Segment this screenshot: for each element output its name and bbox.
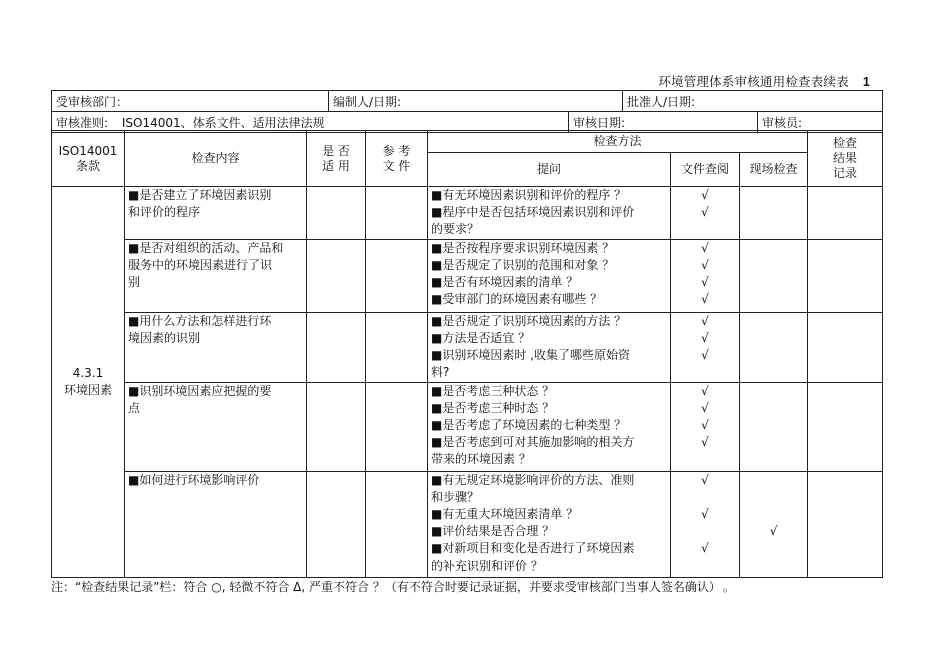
content-line: ■如何进行环境影响评价 bbox=[128, 472, 260, 487]
question-line: ■有无环境因素识别和评价的程序 ？ bbox=[431, 188, 627, 202]
check-mark bbox=[743, 506, 804, 523]
doc-review-cell bbox=[671, 187, 740, 240]
col-clause-header bbox=[52, 131, 125, 187]
preparer-field[interactable]: 编制人/日期: bbox=[329, 91, 623, 112]
audit-date-field[interactable]: 审核日期: bbox=[569, 112, 758, 132]
onsite-cell bbox=[740, 471, 808, 577]
content-cell bbox=[125, 187, 307, 240]
col-reference-line1: 参 考 bbox=[382, 143, 411, 158]
check-mark: √ bbox=[701, 292, 709, 307]
page-number: 1 bbox=[862, 75, 870, 89]
check-mark: √ bbox=[701, 313, 709, 328]
applicable-cell[interactable] bbox=[307, 239, 366, 312]
applicable-cell[interactable] bbox=[307, 382, 366, 471]
question-line: ■是否考虑到可对其施加影响的相关方 bbox=[431, 435, 635, 450]
check-mark: √ bbox=[701, 418, 709, 433]
applicable-cell[interactable] bbox=[307, 187, 366, 240]
check-mark: √ bbox=[701, 383, 709, 398]
col-question-header: 提问 bbox=[428, 153, 671, 187]
header-table bbox=[51, 90, 883, 133]
reference-cell[interactable] bbox=[366, 382, 428, 471]
clause-cell bbox=[52, 187, 125, 578]
check-mark bbox=[743, 313, 804, 330]
col-result-line2: 结果 bbox=[833, 151, 858, 165]
question-cell bbox=[428, 471, 671, 577]
question-line: ■是否规定了识别环境因素的方法 ？ bbox=[431, 313, 627, 328]
content-line: 点 bbox=[128, 400, 141, 415]
question-line: 的补充识别和评价 ？ bbox=[431, 558, 543, 573]
footnote-text: 注：“检查结果记录”栏：符合 ○, 轻微不符合 Δ, 严重不符合 ？（有不符合时要记录证据，并要求受审核部门当事人签名确认） bbox=[51, 580, 715, 594]
applicable-cell[interactable] bbox=[307, 471, 366, 577]
question-cell bbox=[428, 239, 671, 312]
form-title bbox=[658, 72, 870, 90]
dept-field[interactable]: 受审核部门： bbox=[52, 91, 329, 112]
content-line: ■是否对组织的活动、产品和 bbox=[128, 240, 284, 255]
checklist-row bbox=[52, 382, 883, 471]
question-line: 和步骤？ bbox=[431, 489, 480, 504]
col-result-line3: 记录 bbox=[833, 166, 858, 180]
check-mark: √ bbox=[701, 257, 709, 272]
onsite-cell bbox=[740, 382, 808, 471]
check-mark bbox=[743, 274, 804, 291]
col-applicable-line1: 是 否 bbox=[322, 143, 350, 158]
question-line: ■是否考虑了环境因素的七种类型 ？ bbox=[431, 418, 627, 433]
question-line: ■是否规定了识别的范围和对象 ？ bbox=[431, 257, 615, 272]
question-line: ■程序中是否包括环境因素识别和评价 bbox=[431, 205, 635, 220]
question-line: ■是否考虑三种时态 ？ bbox=[431, 400, 555, 415]
question-line: ■是否考虑三种状态 ？ bbox=[431, 383, 555, 398]
checklist-row bbox=[52, 471, 883, 577]
question-cell bbox=[428, 312, 671, 382]
question-line: ■受审部门的环境因素有哪些 ？ bbox=[431, 292, 603, 307]
check-mark bbox=[743, 291, 804, 308]
content-cell bbox=[125, 312, 307, 382]
doc-review-cell bbox=[671, 382, 740, 471]
check-mark bbox=[743, 364, 804, 381]
reference-cell[interactable] bbox=[366, 187, 428, 240]
col-onsite-header: 现场检查 bbox=[740, 153, 808, 187]
check-mark bbox=[743, 558, 804, 575]
col-applicable-line2: 适 用 bbox=[322, 158, 350, 173]
check-mark: √ bbox=[701, 188, 709, 202]
question-line: ■有无重大环境因素清单 ？ bbox=[431, 507, 579, 522]
content-line: 境因素的识别 bbox=[128, 330, 201, 345]
content-cell bbox=[125, 239, 307, 312]
col-reference-line2: 文 件 bbox=[382, 158, 411, 173]
check-mark bbox=[743, 330, 804, 347]
check-mark: √ bbox=[701, 400, 709, 415]
result-cell[interactable] bbox=[808, 471, 883, 577]
question-line: ■评价结果是否合理 ？ bbox=[431, 524, 555, 539]
check-mark bbox=[674, 451, 736, 468]
checklist-row bbox=[52, 312, 883, 382]
reference-cell[interactable] bbox=[366, 239, 428, 312]
footnote bbox=[51, 578, 735, 595]
col-reference-header bbox=[366, 131, 428, 187]
result-cell[interactable] bbox=[808, 312, 883, 382]
content-cell bbox=[125, 382, 307, 471]
check-mark: √ bbox=[701, 348, 709, 363]
reference-cell[interactable] bbox=[366, 312, 428, 382]
col-clause-line2: 条款 bbox=[75, 158, 100, 173]
check-mark bbox=[743, 347, 804, 364]
doc-review-cell bbox=[671, 471, 740, 577]
check-mark: √ bbox=[701, 435, 709, 450]
question-line: 的要求？ bbox=[431, 222, 480, 237]
check-mark bbox=[674, 364, 736, 381]
question-line: 料? bbox=[431, 365, 450, 380]
check-mark: √ bbox=[701, 275, 709, 290]
question-cell bbox=[428, 382, 671, 471]
col-applicable-header bbox=[307, 131, 366, 187]
checklist-table bbox=[51, 130, 883, 578]
checklist-row bbox=[52, 239, 883, 312]
check-mark bbox=[743, 434, 804, 451]
check-mark bbox=[743, 383, 804, 400]
check-mark bbox=[674, 558, 736, 575]
check-mark bbox=[674, 489, 736, 506]
col-result-line1: 检查 bbox=[833, 136, 858, 150]
check-mark: √ bbox=[701, 541, 709, 556]
clause-line: 环境因素 bbox=[63, 382, 112, 397]
doc-review-cell bbox=[671, 312, 740, 382]
content-line: ■识别环境因素应把握的要 bbox=[128, 383, 272, 398]
form-title-text: 环境管理体系审核通用检查表续表 bbox=[658, 74, 849, 89]
criteria-label: 审核准则: bbox=[56, 115, 109, 130]
question-line: 带来的环境因素 ？ bbox=[431, 452, 531, 467]
question-line: ■有无规定环境影响评价的方法、准则 bbox=[431, 472, 635, 487]
reference-cell[interactable] bbox=[366, 471, 428, 577]
check-mark: √ bbox=[701, 240, 709, 255]
auditor-field[interactable]: 审核员: bbox=[762, 115, 803, 130]
onsite-cell bbox=[740, 239, 808, 312]
check-mark bbox=[743, 187, 804, 204]
check-mark bbox=[743, 204, 804, 221]
check-mark: √ bbox=[701, 330, 709, 345]
check-mark: √ bbox=[701, 507, 709, 522]
check-mark: √ bbox=[701, 472, 709, 487]
question-line: ■方法是否适宜 ？ bbox=[431, 330, 531, 345]
col-clause-line1: ISO14001 bbox=[58, 143, 118, 158]
content-line: 和评价的程序 bbox=[128, 205, 201, 220]
onsite-cell bbox=[740, 312, 808, 382]
check-mark bbox=[743, 472, 804, 489]
question-line: ■是否按程序要求识别环境因素 ？ bbox=[431, 240, 615, 255]
check-mark: √ bbox=[769, 524, 778, 539]
col-result-header bbox=[808, 131, 883, 187]
col-doc-review-header: 文件查阅 bbox=[671, 153, 740, 187]
content-line: 别 bbox=[128, 275, 141, 290]
check-mark bbox=[743, 221, 804, 238]
content-cell bbox=[125, 471, 307, 577]
check-mark bbox=[674, 221, 736, 238]
checklist-row bbox=[52, 187, 883, 240]
check-mark bbox=[743, 540, 804, 557]
content-line: ■是否建立了环境因素识别 bbox=[128, 188, 272, 202]
result-cell[interactable] bbox=[808, 382, 883, 471]
approver-field[interactable]: 批准人/日期: bbox=[623, 91, 883, 112]
check-mark bbox=[743, 489, 804, 506]
content-line: 服务中的环境因素进行了识 bbox=[128, 257, 273, 272]
question-line: ■识别环境因素时 ,收集了哪些原始资 bbox=[431, 348, 630, 363]
check-mark bbox=[743, 257, 804, 274]
content-line: ■用什么方法和怎样进行环 bbox=[128, 313, 272, 328]
check-mark bbox=[743, 417, 804, 434]
col-method-header: 检查方法 bbox=[428, 131, 808, 153]
doc-review-cell bbox=[671, 239, 740, 312]
col-content-header: 检查内容 bbox=[125, 131, 307, 187]
result-cell[interactable] bbox=[808, 187, 883, 240]
question-line: ■是否有环境因素的清单 ？ bbox=[431, 275, 579, 290]
question-cell bbox=[428, 187, 671, 240]
check-mark bbox=[743, 240, 804, 257]
check-mark bbox=[674, 523, 736, 540]
question-line: ■对新项目和变化是否进行了环境因素 bbox=[431, 541, 635, 556]
footnote-end: 。 bbox=[722, 580, 735, 594]
check-mark bbox=[743, 451, 804, 468]
result-cell[interactable] bbox=[808, 239, 883, 312]
clause-line: 4.3.1 bbox=[72, 365, 104, 380]
criteria-value: ISO14001、体系文件、适用法律法规 bbox=[121, 115, 325, 130]
check-mark bbox=[743, 400, 804, 417]
onsite-cell bbox=[740, 187, 808, 240]
check-mark: √ bbox=[701, 205, 709, 220]
applicable-cell[interactable] bbox=[307, 312, 366, 382]
